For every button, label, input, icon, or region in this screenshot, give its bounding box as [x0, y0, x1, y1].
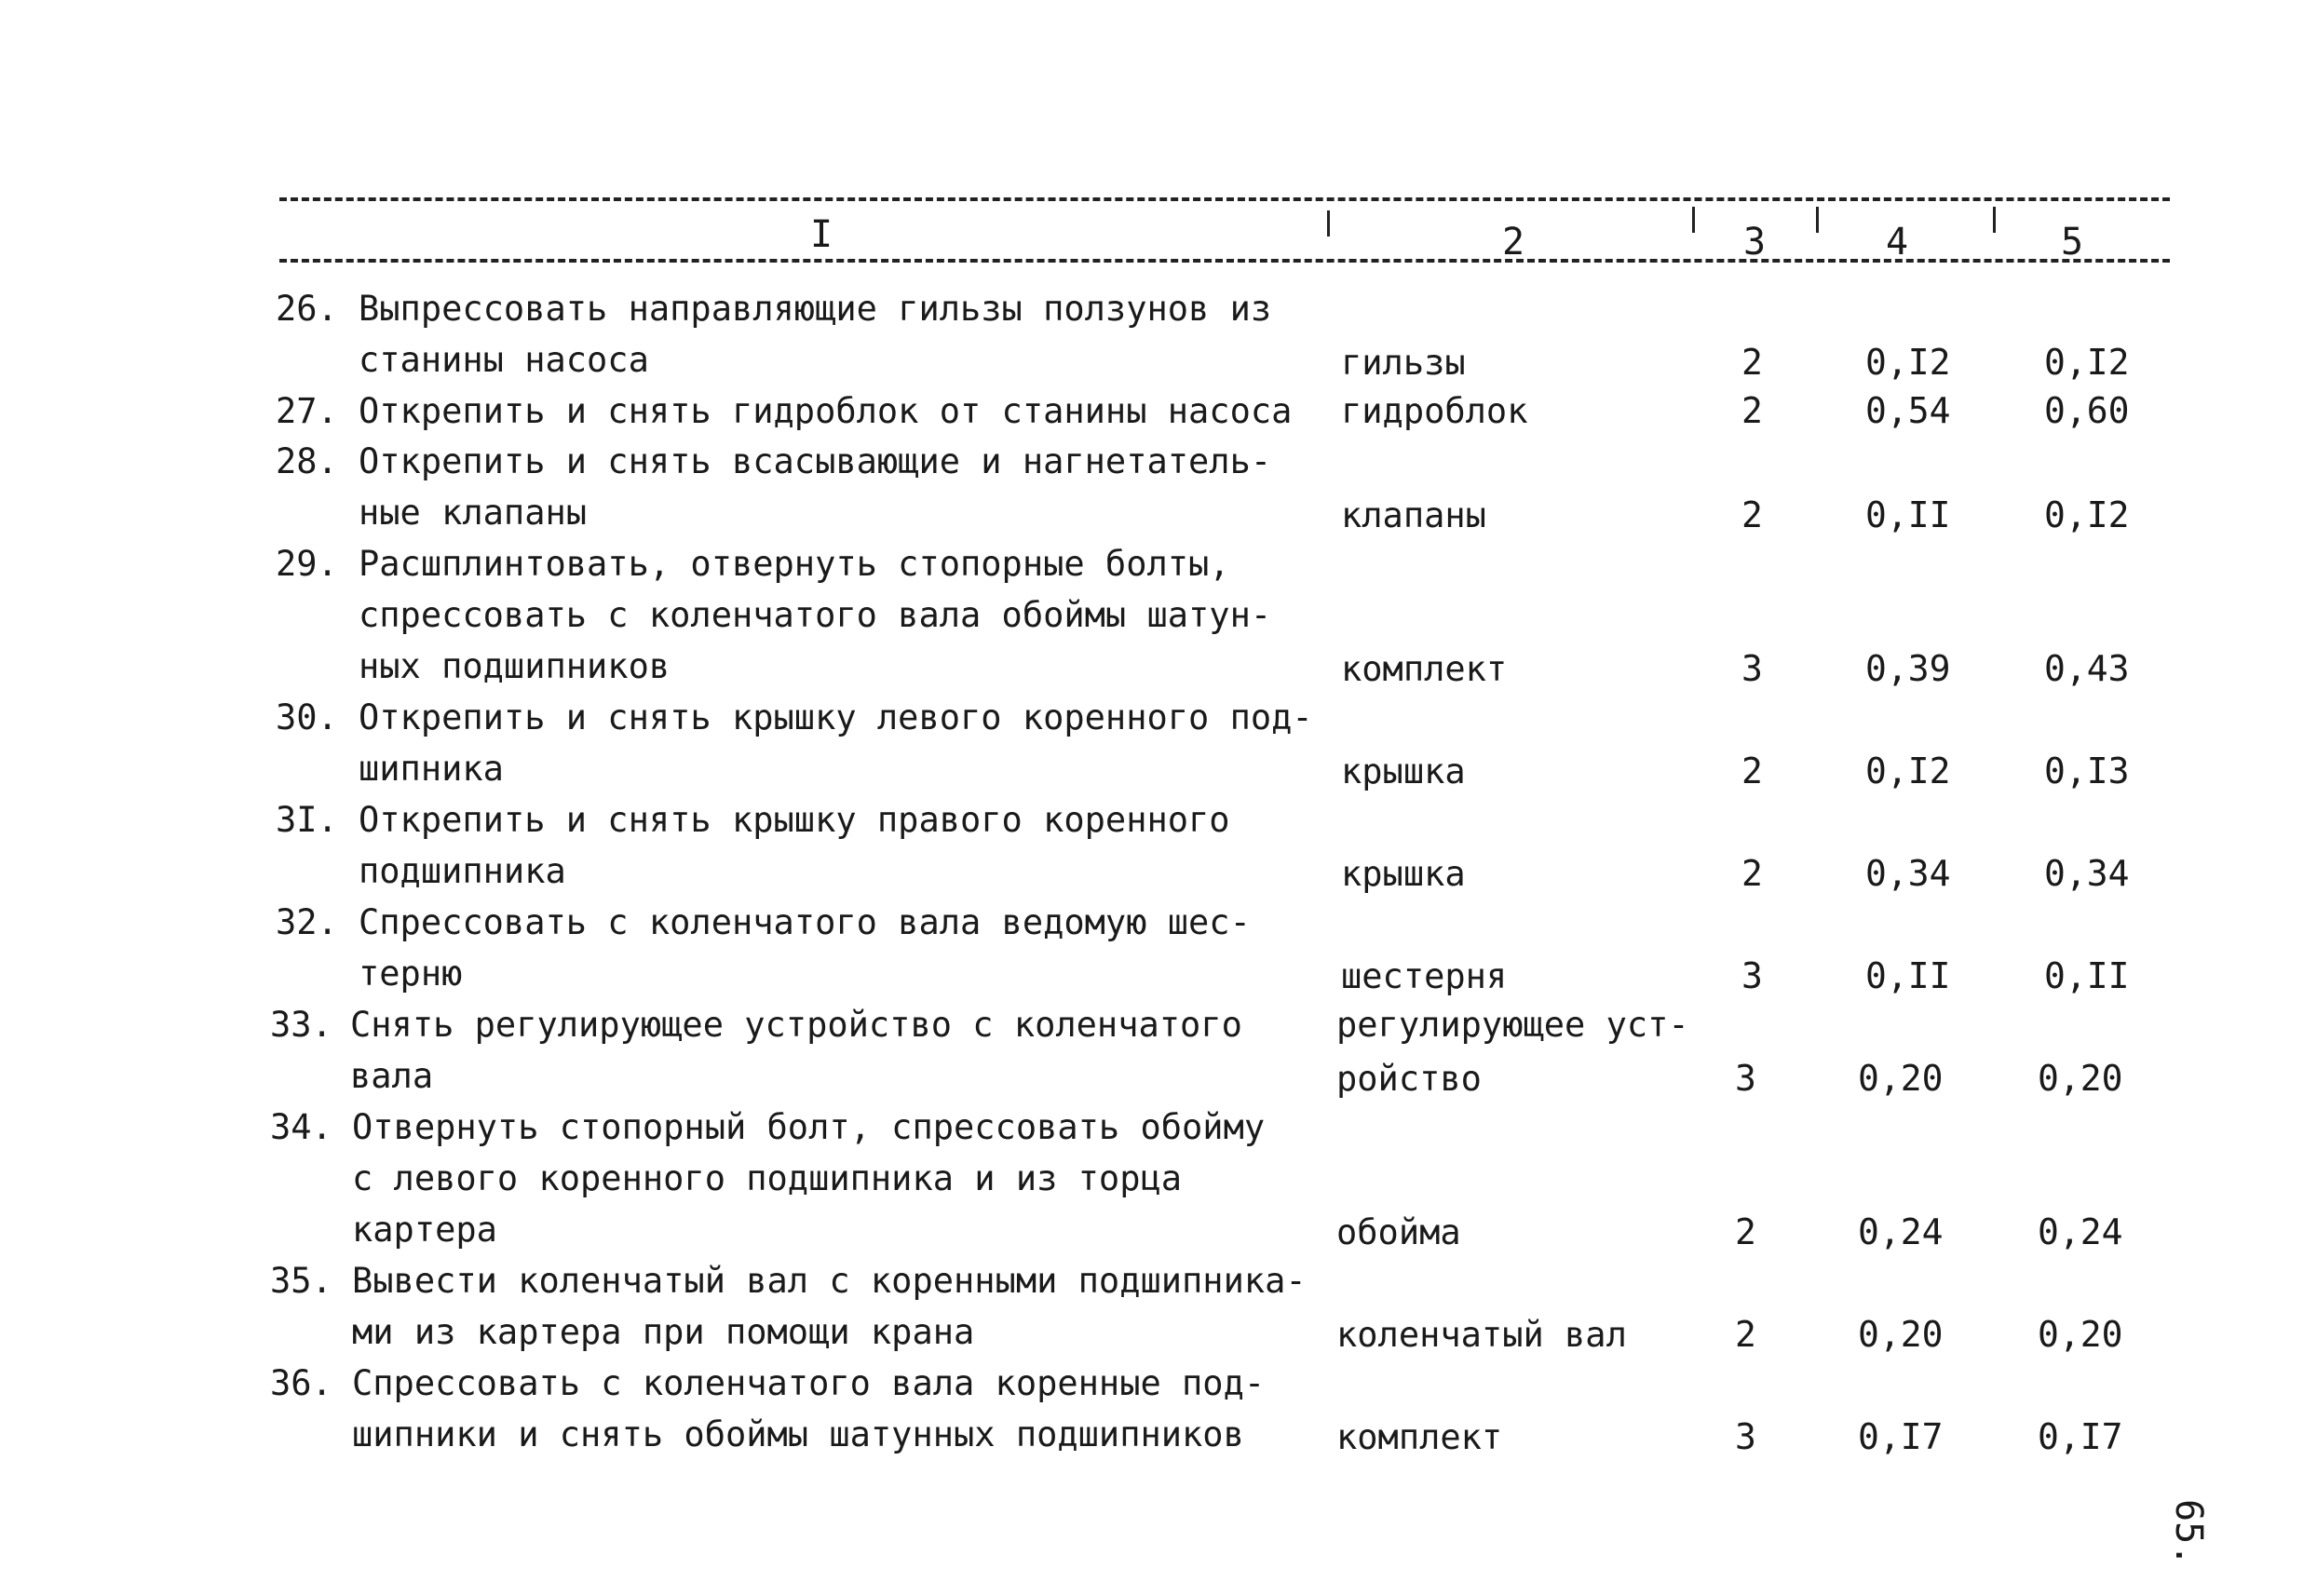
row-description-line: Спрессовать с коленчатого вала ведомую шес-	[359, 902, 1251, 942]
row-description-line: спрессовать с коленчатого вала обоймы шатун-	[359, 595, 1272, 635]
row-col4-value: 0,24	[1858, 1211, 1944, 1252]
row-description-line: Открепить и снять гидроблок от станины насоса	[359, 391, 1293, 431]
row-col5-value: 0,24	[2038, 1211, 2123, 1252]
row-item-name: комплект	[1341, 649, 1508, 689]
row-col5-value: 0,20	[2038, 1058, 2123, 1099]
row-description-line: шипники и снять обоймы шатунных подшипников	[352, 1414, 1244, 1454]
row-description-line: Вывести коленчатый вал с коренными подшипника-	[352, 1261, 1307, 1301]
row-description-line: подшипника	[359, 851, 566, 891]
row-description-line: Спрессовать с коленчатого вала коренные под-	[352, 1363, 1266, 1403]
row-quantity: 3	[1741, 955, 1763, 996]
header-divider-3	[1816, 207, 1819, 233]
row-col4-value: 0,II	[1865, 494, 1951, 535]
row-quantity: 2	[1735, 1211, 1756, 1252]
header-col-3: 3	[1743, 221, 1767, 264]
row-quantity: 2	[1741, 342, 1763, 383]
page-number: 65.	[2167, 1499, 2210, 1567]
row-description-line: Отвернуть стопорный болт, спрессовать обойму	[352, 1107, 1266, 1147]
row-col4-value: 0,I2	[1865, 751, 1951, 791]
row-item-name: гидроблок	[1341, 391, 1528, 431]
row-col4-value: 0,20	[1858, 1314, 1944, 1355]
header-divider-2	[1692, 207, 1695, 233]
row-number: 35.	[270, 1261, 332, 1301]
row-number: 29.	[276, 544, 338, 584]
row-item-name: крышка	[1341, 854, 1466, 894]
header-col-2: 2	[1502, 221, 1525, 264]
row-description-line: картера	[352, 1210, 497, 1250]
row-col5-value: 0,34	[2044, 853, 2130, 894]
row-number: 32.	[276, 902, 338, 942]
row-item-name: коленчатый вал	[1336, 1315, 1627, 1355]
row-col5-value: 0,I2	[2044, 494, 2130, 535]
header-top-rule	[279, 197, 2170, 201]
row-col5-value: 0,I3	[2044, 751, 2130, 791]
row-description-line: Снять регулирующее устройство с коленчатого	[350, 1005, 1242, 1045]
row-number: 28.	[276, 441, 338, 481]
row-item-name: обойма	[1336, 1212, 1461, 1252]
header-divider-1	[1327, 210, 1330, 237]
row-number: 26.	[276, 289, 338, 329]
row-description-line: Расшплинтовать, отвернуть стопорные болты,	[359, 544, 1230, 584]
row-col5-value: 0,60	[2044, 390, 2130, 431]
header-col-4: 4	[1886, 221, 1909, 264]
row-col4-value: 0,I2	[1865, 342, 1951, 383]
row-quantity: 2	[1741, 853, 1763, 894]
header-divider-4	[1993, 207, 1996, 233]
row-quantity: 3	[1735, 1416, 1756, 1457]
row-description-line: шипника	[359, 749, 504, 789]
row-col4-value: 0,I7	[1858, 1416, 1944, 1457]
row-item-name: шестерня	[1341, 956, 1508, 996]
row-description-line: ные клапаны	[359, 493, 588, 533]
row-description-line: ми из картера при помощи крана	[352, 1312, 975, 1352]
row-col4-value: 0,34	[1865, 853, 1951, 894]
row-number: 33.	[270, 1005, 332, 1045]
row-col5-value: 0,20	[2038, 1314, 2123, 1355]
row-description-line: станины насоса	[359, 340, 649, 380]
row-col5-value: 0,I2	[2044, 342, 2130, 383]
row-quantity: 2	[1741, 494, 1763, 535]
row-quantity: 3	[1735, 1058, 1756, 1099]
row-item-name: ройство	[1336, 1059, 1482, 1099]
row-item-name: комплект	[1336, 1417, 1503, 1457]
row-col4-value: 0,II	[1865, 955, 1951, 996]
row-description-line: Выпрессовать направляющие гильзы ползунов из	[359, 289, 1272, 329]
row-item-name: клапаны	[1341, 495, 1486, 535]
row-col4-value: 0,20	[1858, 1058, 1944, 1099]
row-quantity: 2	[1735, 1314, 1756, 1355]
header-col-1: I	[810, 213, 833, 256]
row-col5-value: 0,II	[2044, 955, 2130, 996]
row-item-name: регулирующее уст-	[1336, 1005, 1689, 1045]
row-description-line: Открепить и снять всасывающие и нагнетатель-	[359, 441, 1272, 481]
row-number: 30.	[276, 697, 338, 737]
row-description-line: Открепить и снять крышку правого коренного	[359, 800, 1230, 840]
row-col4-value: 0,39	[1865, 648, 1951, 689]
row-quantity: 2	[1741, 390, 1763, 431]
row-item-name: гильзы	[1341, 343, 1466, 383]
row-quantity: 3	[1741, 648, 1763, 689]
row-number: 3I.	[276, 800, 338, 840]
header-col-5: 5	[2061, 221, 2084, 264]
row-number: 34.	[270, 1107, 332, 1147]
row-item-name: крышка	[1341, 751, 1466, 791]
row-quantity: 2	[1741, 751, 1763, 791]
row-description-line: вала	[350, 1056, 434, 1096]
row-description-line: Открепить и снять крышку левого коренного под-	[359, 697, 1313, 737]
row-description-line: терню	[359, 954, 463, 994]
row-col5-value: 0,43	[2044, 648, 2130, 689]
row-number: 27.	[276, 391, 338, 431]
row-number: 36.	[270, 1363, 332, 1403]
row-description-line: ных подшипников	[359, 646, 671, 686]
row-col4-value: 0,54	[1865, 390, 1951, 431]
row-description-line: с левого коренного подшипника и из торца	[352, 1158, 1183, 1198]
row-col5-value: 0,I7	[2038, 1416, 2123, 1457]
